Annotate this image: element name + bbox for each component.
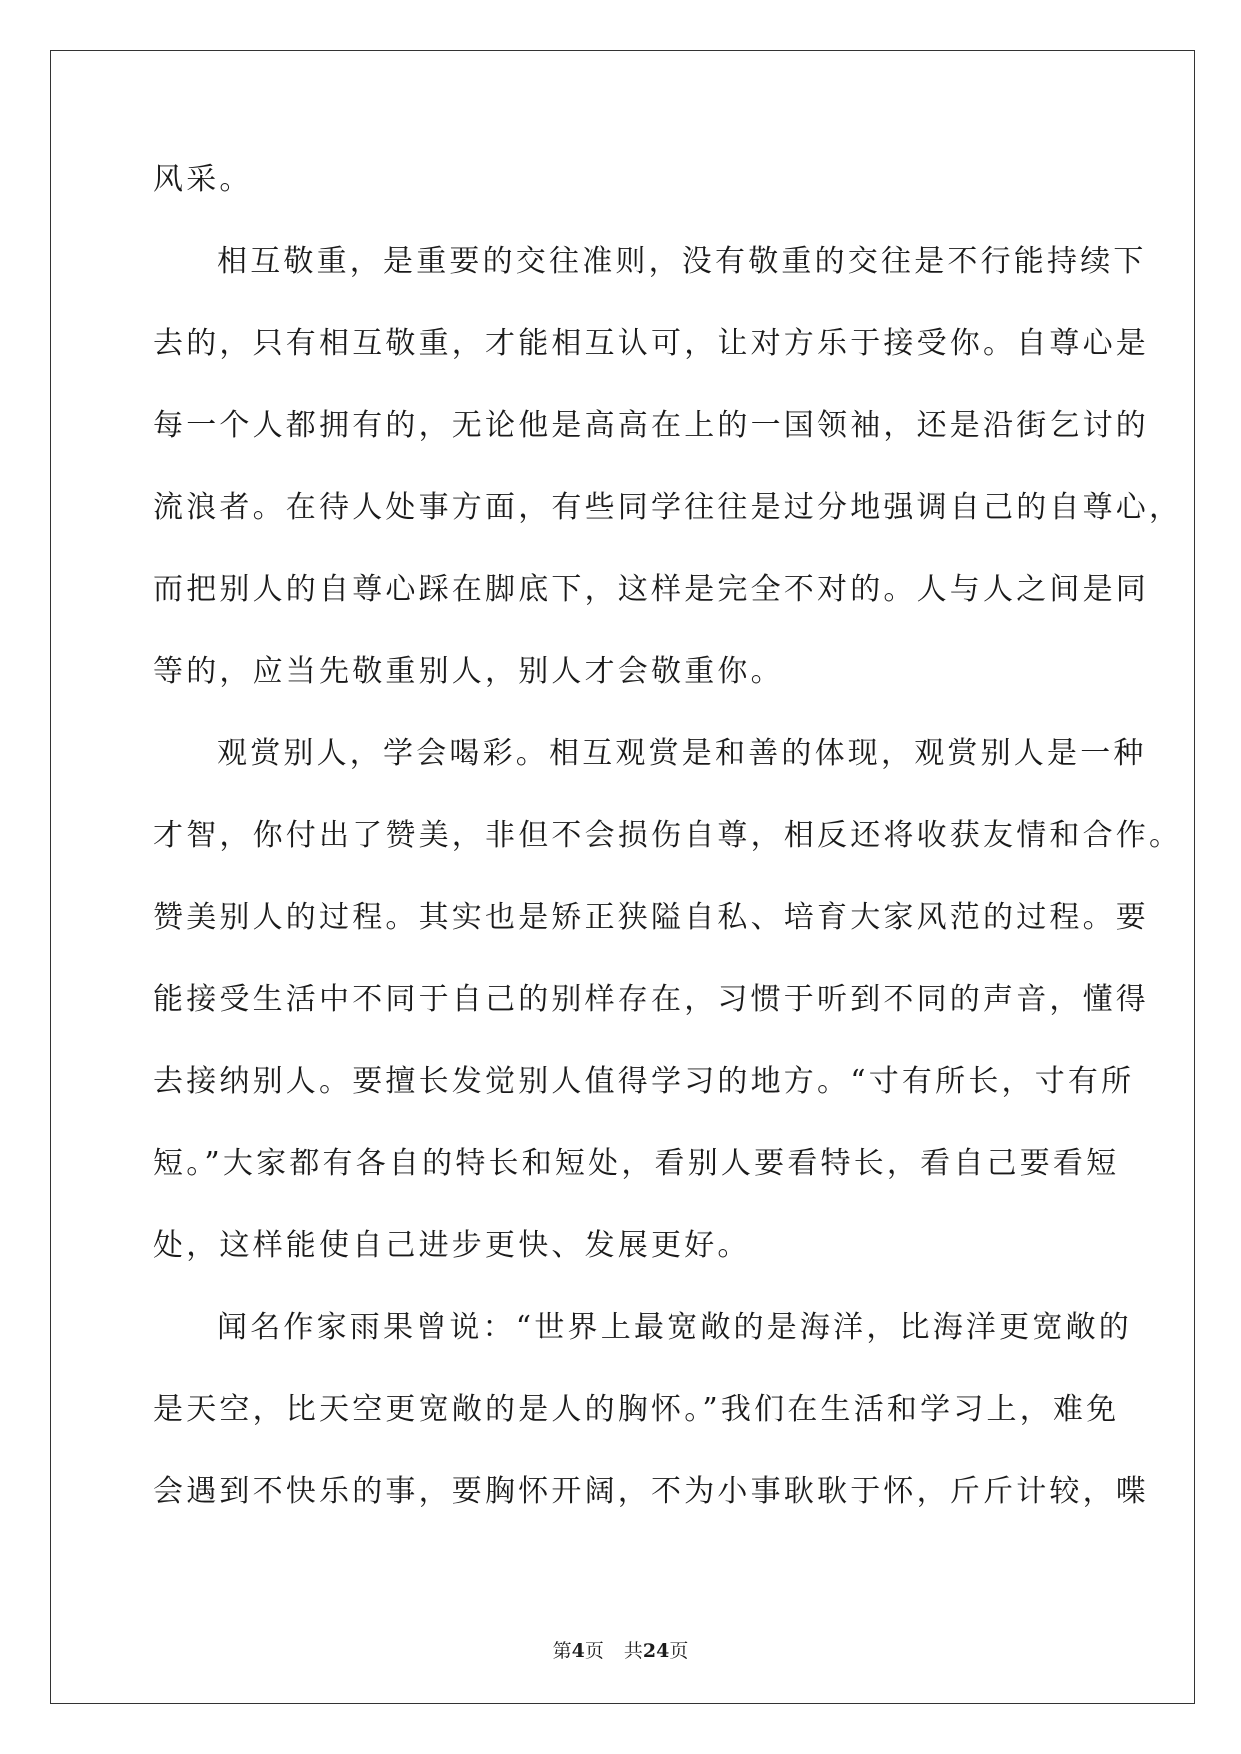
text-line: 去接纳别人。要擅长发觉别人值得学习的地方。“寸有所长，寸有所 [153, 1064, 1135, 1099]
page-footer [0, 1636, 1241, 1663]
paragraph-start-line: 相互敬重，是重要的交往准则，没有敬重的交往是不行能持续下 [217, 244, 1147, 279]
text-line: 是天空，比天空更宽敞的是人的胸怀。”我们在生活和学习上，难免 [153, 1392, 1120, 1427]
total-prefix: 共 [623, 1640, 643, 1662]
page-prefix: 第 [552, 1640, 572, 1662]
text-line: 赞美别人的过程。其实也是矫正狭隘自私、培育大家风范的过程。要 [153, 900, 1149, 935]
text-line: 短。”大家都有各自的特长和短处，看别人要看特长，看自己要看短 [153, 1146, 1120, 1181]
text-line: 能接受生活中不同于自己的别样存在，习惯于听到不同的声音，懂得 [153, 982, 1149, 1017]
text-line: 才智，你付出了赞美，非但不会损伤自尊，相反还将收获友情和合作。 [153, 818, 1183, 853]
page-number: 4 [571, 1640, 585, 1662]
text-line: 等的，应当先敬重别人，别人才会敬重你。 [153, 654, 784, 689]
text-line: 会遇到不快乐的事，要胸怀开阔，不为小事耿耿于怀，斤斤计较，喋 [153, 1474, 1149, 1509]
page-unit: 页 [584, 1640, 604, 1662]
document-body [153, 160, 1183, 1554]
text-line: 风采。 [153, 162, 253, 197]
total-pages: 24 [642, 1640, 670, 1662]
text-line: 去的，只有相互敬重，才能相互认可，让对方乐于接受你。自尊心是 [153, 326, 1149, 361]
text-line: 每一个人都拥有的，无论他是高高在上的一国领袖，还是沿街乞讨的 [153, 408, 1149, 443]
total-unit: 页 [669, 1640, 689, 1662]
paragraph-start-line: 闻名作家雨果曾说：“世界上最宽敞的是海洋，比海洋更宽敞的 [217, 1310, 1132, 1345]
paragraph-start-line: 观赏别人，学会喝彩。相互观赏是和善的体现，观赏别人是一种 [217, 736, 1147, 771]
text-line: 流浪者。在待人处事方面，有些同学往往是过分地强调自己的自尊心， [153, 490, 1183, 525]
text-line: 处，这样能使自己进步更快、发展更好。 [153, 1228, 751, 1263]
text-line: 而把别人的自尊心踩在脚底下，这样是完全不对的。人与人之间是同 [153, 572, 1149, 607]
